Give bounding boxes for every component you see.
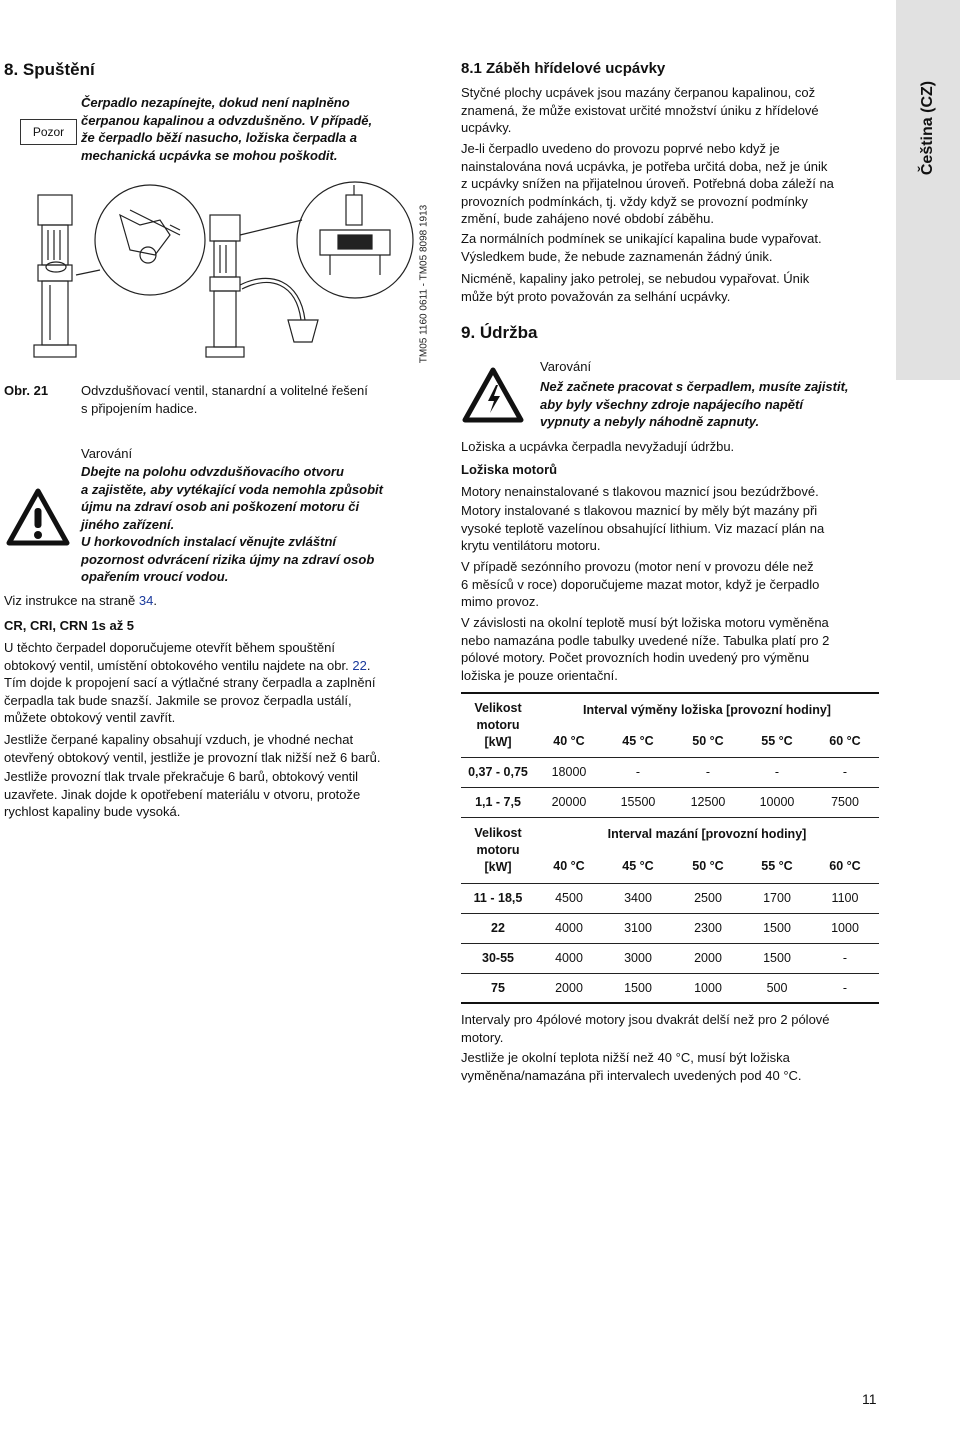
pump-illustration-standard xyxy=(34,195,76,357)
maintenance-warning-title: Varování xyxy=(540,359,592,374)
vent-valve-detail-2 xyxy=(240,182,413,298)
paragraph-81a: Styčné plochy ucpávek jsou mazány čerpanou kapalinou, což znamená, že může existovat určité množství úniku z hřídelové ucpávky. xyxy=(461,85,819,135)
table2-temp-header: 55 °C xyxy=(743,849,811,883)
warning-title: Varování xyxy=(81,446,133,461)
warning-text: Dbejte na polohu odvzdušňovacího otvoru a zajistěte, aby vytékající voda nemohla způsobit újmu na zdraví osob ani poškození motoru či jiného zařízení. U horkovodních instalací věnujte zvláštní pozornost odvrácení rizika újmy na zdraví osob opařením vroucí vodou. xyxy=(81,464,383,584)
table1-group-header: Interval výměny ložiska [provozní hodiny] xyxy=(583,702,831,717)
paragraph-bypass: U těchto čerpadel doporučujeme otevřít během spouštění obtokový ventil, umístění obtokového ventilu najdete na obr. 22. Tím dojde k propojení sací a výtlačné strany čerpadla a zaplnění čerpadla tak bude snazší. Jakmile se provoz čerpadla ustálí, můžete obtokový ventil zavřít. xyxy=(4,640,376,725)
table1-temp-header: 45 °C xyxy=(603,725,673,757)
paragraph-9b: Motory nenainstalované s tlakovou maznicí jsou bezúdržbové. xyxy=(461,484,819,499)
caution-box: Pozor xyxy=(20,119,77,145)
subheading-motor-bearings: Ložiska motorů xyxy=(461,462,558,477)
warning-icon xyxy=(6,488,70,546)
table1-temp-header: 55 °C xyxy=(743,725,811,757)
table1-temp-header: 60 °C xyxy=(811,725,879,757)
paragraph-9e: V závislosti na okolní teplotě musí být ložiska motoru vyměněna nebo namazána podle tabulky uvedené níže. Tabulka platí pro 2 pólové motory. Počet provozních hodin uvedený pro výměnu ložiska je pouze orientační. xyxy=(461,615,830,683)
language-tab-label: Čeština (CZ) xyxy=(919,80,936,176)
table2-temp-header: 40 °C xyxy=(535,849,603,883)
table1-temp-header: 40 °C xyxy=(535,725,603,757)
vent-valve-detail-1 xyxy=(76,185,205,295)
table2-temp-header: 45 °C xyxy=(603,849,673,883)
see-instructions: Viz instrukce na straně 34. xyxy=(4,593,157,608)
language-tab xyxy=(896,0,960,380)
table2-temp-header: 60 °C xyxy=(811,849,879,883)
note-4pole: Intervaly pro 4pólové motory jsou dvakrát delší než pro 2 pólové motory. xyxy=(461,1012,830,1045)
section-heading-spusteni: 8. Spuštění xyxy=(4,60,95,79)
figure-link-22[interactable]: 22 xyxy=(352,657,367,673)
paragraph-air: Jestliže čerpané kapaliny obsahují vzduch, je vhodné nechat otevřený obtokový ventil, jestliže je provozní tlak nižší než 6 barů. xyxy=(4,732,381,765)
pump-illustration-hose xyxy=(206,215,318,357)
page-link-34[interactable]: 34 xyxy=(138,593,154,608)
table-row: 75 2000 1500 1000 500 - xyxy=(461,973,879,1003)
figure-label: Obr. 21 xyxy=(4,383,49,398)
bearing-replacement-table xyxy=(461,692,879,818)
figure-id: TM05 1160 0611 - TM05 8098 1913 xyxy=(418,204,430,364)
table2-size-header: Velikost motoru [kW] xyxy=(461,819,535,883)
table-row: 0,37 - 0,75 18000 - - - - xyxy=(461,757,879,787)
pump-vent-figure xyxy=(20,175,418,375)
paragraph-pressure: Jestliže provozní tlak trvale překračuje 6 barů, obtokový ventil uzavřete. Jinak dojde k opotřebení materiálu v otvoru, protože rychlost kapaliny bude vysoká. xyxy=(4,769,361,819)
table1-size-header: Velikost motoru [kW] xyxy=(461,693,535,757)
electric-warning-icon xyxy=(462,367,524,423)
lubrication-table xyxy=(461,819,879,1004)
paragraph-9d: V případě sezónního provozu (motor není v provozu déle než 6 měsíců v roce) doporučujeme mazat motor, když je čerpadlo mimo provoz. xyxy=(461,559,820,609)
paragraph-9c: Motory instalované s tlakovou maznicí by měly být mazány při vysoké teplotě vazelínou obsahující lithium. Viz mazací plán na krytu ventilátoru motoru. xyxy=(461,503,825,553)
section-heading-8-1: 8.1 Záběh hřídelové ucpávky xyxy=(461,60,666,77)
page-number: 11 xyxy=(862,1391,877,1407)
paragraph-81c: Za normálních podmínek se unikající kapalina bude vypařovat. Výsledkem bude, že nebude zaznamenán žádný únik. xyxy=(461,231,822,264)
figure-caption: Odvzdušňovací ventil, stanardní a volitelné řešení s připojením hadice. xyxy=(81,383,368,416)
table2-temp-header: 50 °C xyxy=(673,849,743,883)
caution-text: Čerpadlo nezapínejte, dokud není naplněno čerpanou kapalinou a odvzdušněno. V případě, že čerpadlo běží nasucho, ložiska čerpadla a mechanická ucpávka se mohou poškodit. xyxy=(81,95,373,163)
note-temperature: Jestliže je okolní teplota nižší než 40 °C, musí být ložiska vyměněna/namazána při intervalech uvedených pod 40 °C. xyxy=(461,1050,802,1083)
paragraph-9a: Ložiska a ucpávka čerpadla nevyžadují údržbu. xyxy=(461,439,735,454)
paragraph-81b: Je-li čerpadlo uvedeno do provozu poprvé nebo když je nainstalována nová ucpávka, je potřeba určitá doba, než je únik z ucpávky snížen na přijatelnou úroveň. Potřebná doba záleží na provozních podmínkách, tj. vždy když se provozní podmínky změní, bude zahájeno nové období záběhu. xyxy=(461,141,834,226)
subheading-cr: CR, CRI, CRN 1s až 5 xyxy=(4,618,135,633)
table2-group-header: Interval mazání [provozní hodiny] xyxy=(607,827,807,841)
table-row: 1,1 - 7,5 20000 15500 12500 10000 7500 xyxy=(461,787,879,817)
table-row: 22 4000 3100 2300 1500 1000 xyxy=(461,913,879,943)
maintenance-warning-text: Než začnete pracovat s čerpadlem, musíte zajistit, aby byly všechny zdroje napájecího napětí vypnuty a nebyly náhodně zapnuty. xyxy=(540,379,849,429)
table-row: 11 - 18,5 4500 3400 2500 1700 1100 xyxy=(461,883,879,913)
table-row: 30-55 4000 3000 2000 1500 - xyxy=(461,943,879,973)
section-heading-udrzba: 9. Údržba xyxy=(461,323,538,342)
paragraph-81d: Nicméně, kapaliny jako petrolej, se nebudou vypařovat. Únik může být proto považován za selhání ucpávky. xyxy=(461,271,810,304)
table1-temp-header: 50 °C xyxy=(673,725,743,757)
